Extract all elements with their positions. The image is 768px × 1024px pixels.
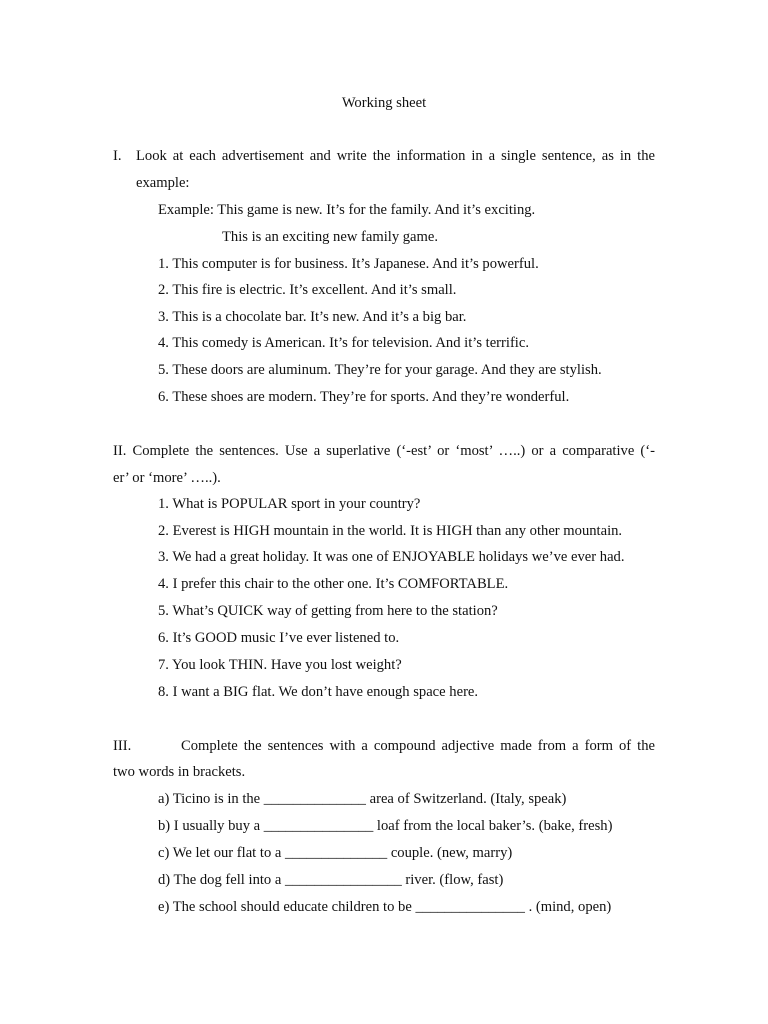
section-1-item: 1. This computer is for business. It’s Japanese. And it’s powerful. bbox=[158, 256, 539, 272]
section-3-item: b) I usually buy a _______________ loaf from the local baker’s. (bake, fresh) bbox=[158, 818, 613, 834]
section-1-item: 5. These doors are aluminum. They’re for your garage. And they are stylish. bbox=[158, 362, 602, 378]
section-1-item: 2. This fire is electric. It’s excellent. And it’s small. bbox=[158, 282, 457, 298]
section-1-example-answer: This is an exciting new family game. bbox=[222, 229, 439, 245]
section-3-instruction-line-2: two words in brackets. bbox=[113, 764, 246, 780]
page-title: Working sheet bbox=[341, 95, 427, 111]
section-3-item: a) Ticino is in the ______________ area of Switzerland. (Italy, speak) bbox=[158, 791, 567, 807]
section-2-item: 7. You look THIN. Have you lost weight? bbox=[158, 657, 402, 673]
section-3-instruction-line-1: Complete the sentences with a compound adjective made from a form of the bbox=[181, 738, 655, 754]
section-1-example: Example: This game is new. It’s for the family. And it’s exciting. bbox=[158, 202, 536, 218]
section-1-instruction-line-2: example: bbox=[136, 175, 190, 191]
section-1-instruction-line-1: Look at each advertisement and write the information in a single sentence, as in the bbox=[136, 148, 655, 164]
section-2-item: 2. Everest is HIGH mountain in the world. It is HIGH than any other mountain. bbox=[158, 523, 623, 539]
section-2-item: 5. What’s QUICK way of getting from here to the station? bbox=[158, 603, 498, 619]
section-3-numeral: III. bbox=[113, 738, 132, 754]
section-1-item: 4. This comedy is American. It’s for television. And it’s terrific. bbox=[158, 335, 529, 351]
section-2-item: 8. I want a BIG flat. We don’t have enough space here. bbox=[158, 684, 479, 700]
section-2-item: 4. I prefer this chair to the other one. It’s COMFORTABLE. bbox=[158, 576, 509, 592]
section-2-instruction-line-2: er’ or ‘more’ …..). bbox=[113, 470, 221, 486]
section-1-item: 6. These shoes are modern. They’re for sports. And they’re wonderful. bbox=[158, 389, 570, 405]
section-2-item: 1. What is POPULAR sport in your country? bbox=[158, 496, 421, 512]
section-3-item: c) We let our flat to a ______________ couple. (new, marry) bbox=[158, 845, 513, 861]
section-2-item: 6. It’s GOOD music I’ve ever listened to. bbox=[158, 630, 400, 646]
section-1-item: 3. This is a chocolate bar. It’s new. And it’s a big bar. bbox=[158, 309, 467, 325]
section-1-numeral: I. bbox=[113, 148, 122, 164]
section-3-item: d) The dog fell into a ________________ river. (flow, fast) bbox=[158, 872, 504, 888]
section-2-instruction-line-1: II. Complete the sentences. Use a superlative (‘-est’ or ‘most’ …..) or a comparative (‘- bbox=[113, 443, 655, 459]
section-2-item: 3. We had a great holiday. It was one of ENJOYABLE holidays we’ve ever had. bbox=[158, 549, 625, 565]
section-3-item: e) The school should educate children to be _______________ . (mind, open) bbox=[158, 899, 612, 915]
